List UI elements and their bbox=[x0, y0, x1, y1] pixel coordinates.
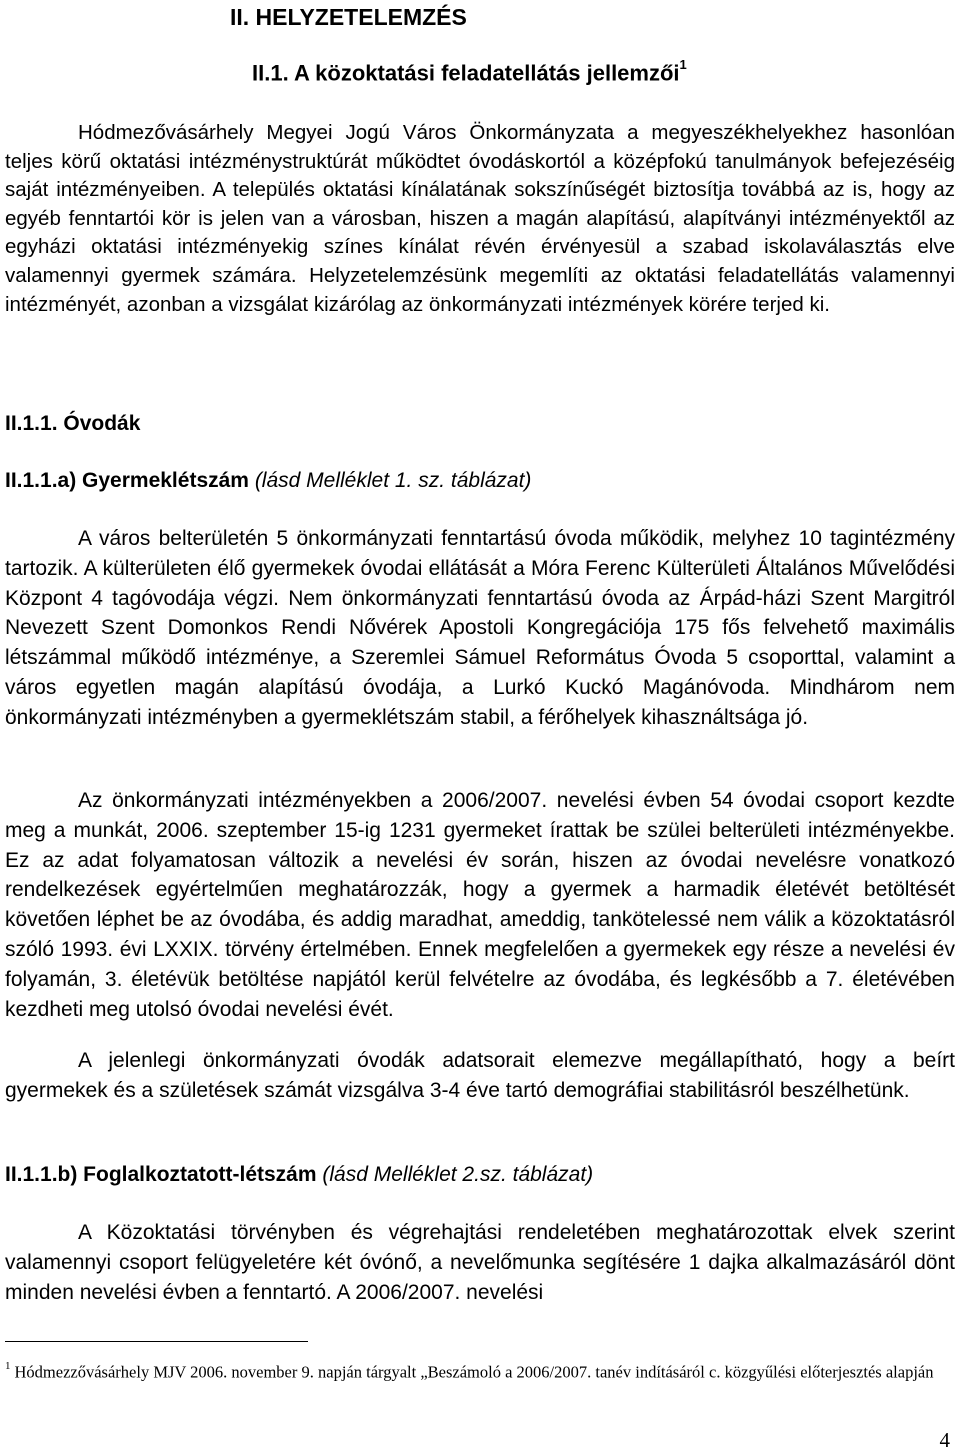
paragraph-text: A Közoktatási törvényben és végrehajtási rendeletében meghatározottak elvek szerint valamennyi csoport felügyeletére két óvónő, a nevelőmunka segítésére 1 dajka alkalmazásáról dönt minden nevelési évben a fenntartó. A 2006/2007. nevelési bbox=[5, 1221, 955, 1304]
paragraph-text: Az önkormányzati intézményekben a 2006/2007. nevelési évben 54 óvodai csoport kezdte meg a munkát, 2006. szeptember 15-ig 1231 gyermeket írattak be szülei belterületi intézményekbe. Ez az adat folyamatosan változik a nevelési év során, hiszen az óvodai nevelésre vonatkozó rendelkezések egyértelműen meghatározzák, hogy a gyermek a harmadik életévét betöltését követően léphet be az óvodába, és addig maradhat, ameddig, tankötelessé nem válik a közoktatásról szóló 1993. évi LXXIX. törvény értelmében. Ennek megfelelően a gyermekek egy része a nevelési év folyamán, 3. életévük betöltése napjától kerül felvételre az óvodába, és legkésőbb a 7. életévében kezdheti meg utolsó óvodai nevelési évét. bbox=[5, 789, 955, 1021]
gyermeklétszám-paragraph-2 bbox=[5, 786, 955, 1024]
chapter-heading: II. HELYZETELEMZÉS bbox=[230, 4, 467, 30]
paragraph-text: A jelenlegi önkormányzati óvodák adatsorait elemezve megállapítható, hogy a beírt gyermekek és a születések számát vizsgálva 3-4 éve tartó demográfiai stabilitásról beszélhetünk. bbox=[5, 1049, 955, 1102]
subsection-a-bold: II.1.1.a) Gyermeklétszám bbox=[5, 469, 249, 492]
section-heading bbox=[252, 57, 687, 86]
footnote-reference[interactable]: 1 bbox=[679, 57, 687, 72]
gyermeklétszám-paragraph-1 bbox=[5, 524, 955, 733]
gyermeklétszám-paragraph-3 bbox=[5, 1046, 955, 1106]
footnote-text: Hódmezzővásárhely MJV 2006. november 9. napján tárgyalt „Beszámoló a 2006/2007. tanév indításáról c. közgyűlési előterjesztés alapján bbox=[14, 1362, 934, 1382]
footnote bbox=[5, 1355, 935, 1386]
section-heading-text: II.1. A közoktatási feladatellátás jellemzői bbox=[252, 60, 680, 86]
subsection-ovodak-text: II.1.1. Óvodák bbox=[5, 412, 141, 435]
subsection-b-bold: II.1.1.b) Foglalkoztatott-létszám bbox=[5, 1163, 317, 1186]
subsection-heading-foglalkoztatott bbox=[5, 1163, 593, 1187]
subsection-a-reference: (lásd Melléklet 1. sz. táblázat) bbox=[248, 469, 532, 492]
subsection-heading-ovodak bbox=[5, 412, 140, 436]
footnote-divider bbox=[5, 1341, 308, 1342]
paragraph-text: A város belterületén 5 önkormányzati fenntartású óvoda működik, melyhez 10 tagintézmény tartozik. A külterületen élő gyermekek óvodai ellátását a Móra Ferenc Külterületi Általános Művelődési Központ 4 tagóvodája végzi. Nem önkormányzati fenntartású óvoda az Árpád-házi Szent Margitról Nevezett Szent Domonkos Rendi Nővérek Apostoli Kongregációja 175 fős felvehető maximális létszámmal működő intézménye, a Szeremlei Sámuel Református Óvoda 5 csoporttal, valamint a város egyetlen magán alapítású óvodája, a Lurkó Kuckó Magánóvoda. Mindhárom nem önkormányzati intézményben a gyermeklétszám stabil, a férőhelyek kihasználtsága jó. bbox=[5, 527, 955, 729]
intro-paragraph bbox=[5, 119, 955, 319]
subsection-b-reference: (lásd Melléklet 2.sz. táblázat) bbox=[316, 1163, 594, 1186]
page-number: 4 bbox=[939, 1428, 950, 1452]
subsection-heading-gyermeklétszám bbox=[5, 469, 531, 493]
foglalkoztatott-paragraph bbox=[5, 1218, 955, 1307]
footnote-mark: 1 bbox=[5, 1360, 11, 1372]
intro-paragraph-text: Hódmezővásárhely Megyei Jogú Város Önkormányzata a megyeszékhelyekhez hasonlóan teljes körű oktatási intézménystruktúrát működtet óvodáskortól a középfokú tanulmányok befejezéséig saját intézményeiben. A település oktatási kínálatának sokszínűségét biztosítja továbbá az is, hogy az egyéb fenntartói kör is jelen van a városban, hiszen a magán alapítású, alapítványi intézményektől az egyházi oktatási intézményekig színes kínálat révén érvényesül a szabad iskolaválasztás elve valamennyi gyermek számára. Helyzetelemzésünk megemlíti az oktatási feladatellátás valamennyi intézményét, azonban a vizsgálat kizárólag az önkormányzati intézmények körére terjed ki. bbox=[5, 121, 955, 316]
